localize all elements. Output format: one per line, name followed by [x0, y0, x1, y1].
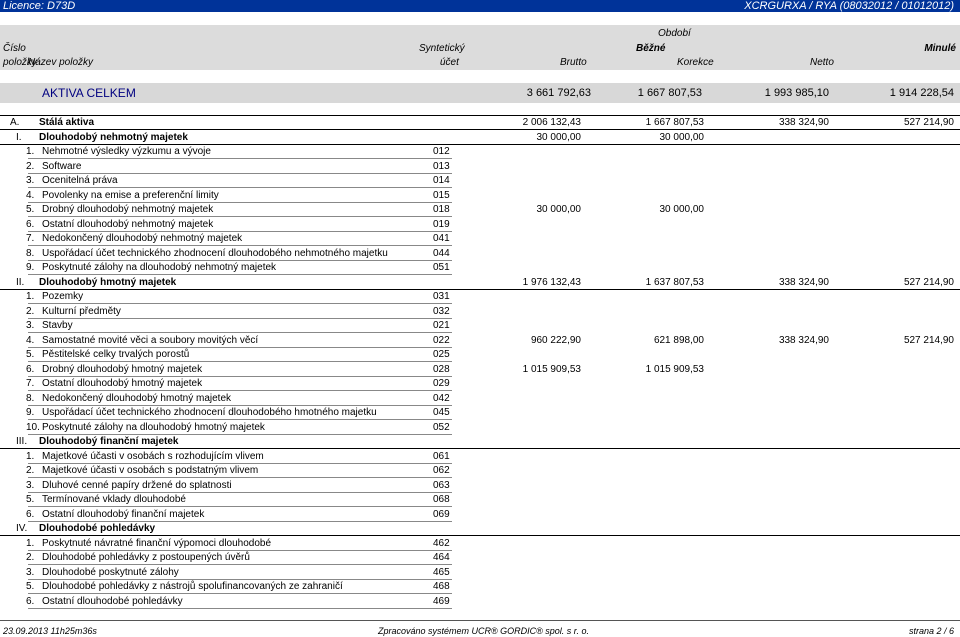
row-name: Ocenitelná práva [42, 175, 118, 186]
table-row [0, 218, 960, 232]
row-account: 028 [433, 363, 450, 375]
row-account: 042 [433, 392, 450, 404]
row-account: 052 [433, 421, 450, 433]
row-account: 044 [433, 247, 450, 259]
row-name: Dluhové cenné papíry držené do splatnosti [42, 479, 232, 491]
row-account: 462 [433, 537, 450, 549]
row-name: Samostatné movité věci a soubory movitých věcí [42, 334, 259, 346]
row-account: 025 [433, 349, 450, 360]
row-account: 018 [433, 204, 450, 215]
table-row [0, 261, 960, 275]
header-korekce: Korekce [677, 57, 714, 68]
row-account: 032 [433, 305, 450, 317]
table-row [0, 377, 960, 391]
table-row [0, 363, 960, 377]
row-name: Stavby [42, 320, 73, 331]
header-minule: Minulé [924, 43, 956, 54]
header-bezne: Běžné [636, 43, 666, 54]
row-number: 5. [26, 494, 35, 505]
row-number: A. [10, 117, 20, 128]
row-korekce: 1 015 909,53 [645, 363, 704, 375]
row-name: Majetkové účasti v osobách s podstatným vlivem [42, 465, 259, 476]
row-number: 2. [26, 552, 35, 563]
row-account: 062 [433, 465, 450, 476]
total-label: AKTIVA CELKEM [42, 86, 136, 100]
row-account: 061 [433, 450, 450, 462]
row-separator [28, 608, 452, 609]
table-header [0, 25, 960, 70]
row-number: 2. [26, 465, 35, 476]
row-korekce: 621 898,00 [653, 334, 704, 346]
table-row [0, 522, 960, 536]
row-account: 041 [433, 233, 450, 244]
row-korekce: 1 637 807,53 [645, 276, 704, 288]
table-row [0, 319, 960, 333]
table-row [0, 334, 960, 348]
license-text: Licence: D73D [3, 0, 76, 12]
page-footer [0, 626, 960, 637]
row-name: Pozemky [42, 291, 84, 302]
total-band [0, 83, 960, 103]
row-account: 465 [433, 566, 450, 578]
row-number: 3. [26, 566, 35, 578]
row-netto: 338 324,90 [778, 276, 829, 288]
row-number: 1. [26, 146, 35, 157]
table-row [0, 348, 960, 362]
table-row [0, 435, 960, 449]
row-minule: 527 214,90 [903, 276, 954, 288]
row-name: Dlouhodobé pohledávky [39, 523, 156, 534]
table-row [0, 247, 960, 261]
row-name: Drobný dlouhodobý hmotný majetek [42, 363, 203, 375]
row-name: Nehmotné výsledky výzkumu a vývoje [42, 146, 211, 157]
row-number: 3. [26, 175, 35, 186]
table-row [0, 580, 960, 594]
row-minule: 527 214,90 [903, 117, 954, 128]
row-account: 012 [433, 146, 450, 157]
row-brutto: 30 000,00 [536, 131, 581, 143]
row-name: Nedokončený dlouhodobý hmotný majetek [42, 392, 232, 404]
row-name: Poskytnuté návratné finanční výpomoci dlouhodobé [42, 537, 272, 549]
row-number: 4. [26, 189, 35, 201]
header-nazev: Název položky [28, 57, 94, 68]
row-number: 2. [26, 160, 35, 172]
row-number: 9. [26, 407, 35, 418]
row-number: 7. [26, 233, 35, 244]
row-number: 3. [26, 320, 35, 331]
license-bar [0, 0, 960, 12]
total-brutto: 3 661 792,63 [526, 87, 591, 99]
row-name: Pěstitelské celky trvalých porostů [42, 349, 190, 360]
row-name: Termínované vklady dlouhodobé [42, 494, 186, 505]
table-row [0, 464, 960, 478]
table-row [0, 595, 960, 609]
table-row [0, 508, 960, 522]
row-brutto: 1 015 909,53 [522, 363, 581, 375]
row-name: Majetkové účasti v osobách s rozhodujícím vlivem [42, 450, 264, 462]
table-row [0, 392, 960, 406]
row-account: 464 [433, 552, 450, 563]
row-account: 015 [433, 189, 450, 201]
table-row [0, 116, 960, 130]
row-number: I. [16, 131, 22, 143]
row-korekce: 1 667 807,53 [645, 117, 704, 128]
row-name: Ostatní dlouhodobé pohledávky [42, 595, 183, 607]
row-brutto: 30 000,00 [536, 204, 581, 215]
row-account: 031 [433, 291, 450, 302]
table-row [0, 566, 960, 580]
row-account: 014 [433, 175, 450, 186]
footer-timestamp: 23.09.2013 11h25m36s [3, 626, 97, 636]
row-brutto: 2 006 132,43 [522, 117, 581, 128]
table-row [0, 174, 960, 188]
row-number: 6. [26, 595, 35, 607]
row-name: Dlouhodobé poskytnuté zálohy [42, 566, 179, 578]
row-account: 045 [433, 407, 450, 418]
row-number: 1. [26, 537, 35, 549]
table-row [0, 537, 960, 551]
header-obdobi: Období [658, 28, 691, 39]
row-name: Drobný dlouhodobý nehmotný majetek [42, 204, 214, 215]
row-name: Nedokončený dlouhodobý nehmotný majetek [42, 233, 243, 244]
table-row [0, 203, 960, 217]
row-name: Kulturní předměty [42, 305, 121, 317]
footer-line [0, 620, 960, 621]
report-code: XCRGURXA / RYA (08032012 / 01012012) [744, 0, 954, 12]
footer-system: Zpracováno systémem UCR® GORDIC® spol. s r. o. [378, 626, 589, 636]
table-row [0, 493, 960, 507]
total-korekce: 1 667 807,53 [637, 87, 702, 99]
row-account: 022 [433, 334, 450, 346]
row-number: 6. [26, 508, 35, 520]
row-name: Uspořádací účet technického zhodnocení dlouhodobého hmotného majetku [42, 407, 377, 418]
table-row [0, 189, 960, 203]
table-row [0, 450, 960, 464]
row-brutto: 1 976 132,43 [522, 276, 581, 288]
row-account: 013 [433, 160, 450, 172]
row-korekce: 30 000,00 [659, 131, 704, 143]
row-name: Stálá aktiva [39, 117, 95, 128]
row-number: 5. [26, 204, 35, 215]
header-syntet1: Syntetický [419, 43, 465, 54]
header-cislo: Číslo [3, 43, 26, 54]
header-syntet2: účet [440, 57, 459, 68]
row-number: 5. [26, 581, 35, 592]
table-row [0, 145, 960, 159]
header-brutto: Brutto [560, 57, 587, 68]
row-number: 1. [26, 450, 35, 462]
table-row [0, 406, 960, 420]
row-account: 068 [433, 494, 450, 505]
row-name: Ostatní dlouhodobý nehmotný majetek [42, 218, 214, 230]
table-row [0, 421, 960, 435]
row-number: 2. [26, 305, 35, 317]
row-number: 7. [26, 378, 35, 389]
table-row [0, 160, 960, 174]
header-netto: Netto [810, 57, 834, 68]
row-account: 029 [433, 378, 450, 389]
row-number: IV. [16, 523, 28, 534]
row-name: Dlouhodobý finanční majetek [39, 436, 179, 447]
row-account: 069 [433, 508, 450, 520]
table-row [0, 479, 960, 493]
row-name: Ostatní dlouhodobý hmotný majetek [42, 378, 203, 389]
row-minule: 527 214,90 [903, 334, 954, 346]
header-polozky: položky [3, 57, 37, 68]
table-row [0, 305, 960, 319]
row-number: 10. [26, 421, 40, 433]
total-netto: 1 993 985,10 [764, 87, 829, 99]
row-account: 051 [433, 262, 450, 273]
row-number: II. [16, 276, 25, 288]
row-number: 8. [26, 247, 35, 259]
row-name: Dlouhodobé pohledávky z postoupených úvěrů [42, 552, 250, 563]
row-number: 4. [26, 334, 35, 346]
row-number: 9. [26, 262, 35, 273]
table-row [0, 551, 960, 565]
table-row [0, 290, 960, 304]
row-name: Software [42, 160, 82, 172]
row-name: Dlouhodobý hmotný majetek [39, 276, 177, 288]
row-name: Ostatní dlouhodobý finanční majetek [42, 508, 205, 520]
row-name: Dlouhodobé pohledávky z nástrojů spolufinancovaných ze zahraničí [42, 581, 343, 592]
row-number: 5. [26, 349, 35, 360]
row-account: 019 [433, 218, 450, 230]
table-row [0, 131, 960, 145]
table-row [0, 232, 960, 246]
row-account: 063 [433, 479, 450, 491]
total-minule: 1 914 228,54 [889, 87, 954, 99]
table-row [0, 276, 960, 290]
row-name: Poskytnuté zálohy na dlouhodobý nehmotný majetek [42, 262, 277, 273]
row-number: 3. [26, 479, 35, 491]
footer-page: strana 2 / 6 [908, 626, 954, 636]
row-name: Povolenky na emise a preferenční limity [42, 189, 219, 201]
row-netto: 338 324,90 [778, 334, 829, 346]
row-account: 469 [433, 595, 450, 607]
row-korekce: 30 000,00 [659, 204, 704, 215]
row-account: 468 [433, 581, 450, 592]
row-name: Dlouhodobý nehmotný majetek [39, 131, 188, 143]
row-name: Poskytnuté zálohy na dlouhodobý hmotný majetek [42, 421, 265, 433]
row-brutto: 960 222,90 [530, 334, 581, 346]
row-netto: 338 324,90 [778, 117, 829, 128]
row-number: 6. [26, 363, 35, 375]
row-number: III. [16, 436, 28, 447]
row-number: 1. [26, 291, 35, 302]
row-number: 6. [26, 218, 35, 230]
row-account: 021 [433, 320, 450, 331]
row-number: 8. [26, 392, 35, 404]
row-name: Uspořádací účet technického zhodnocení dlouhodobého nehmotného majetku [42, 247, 388, 259]
